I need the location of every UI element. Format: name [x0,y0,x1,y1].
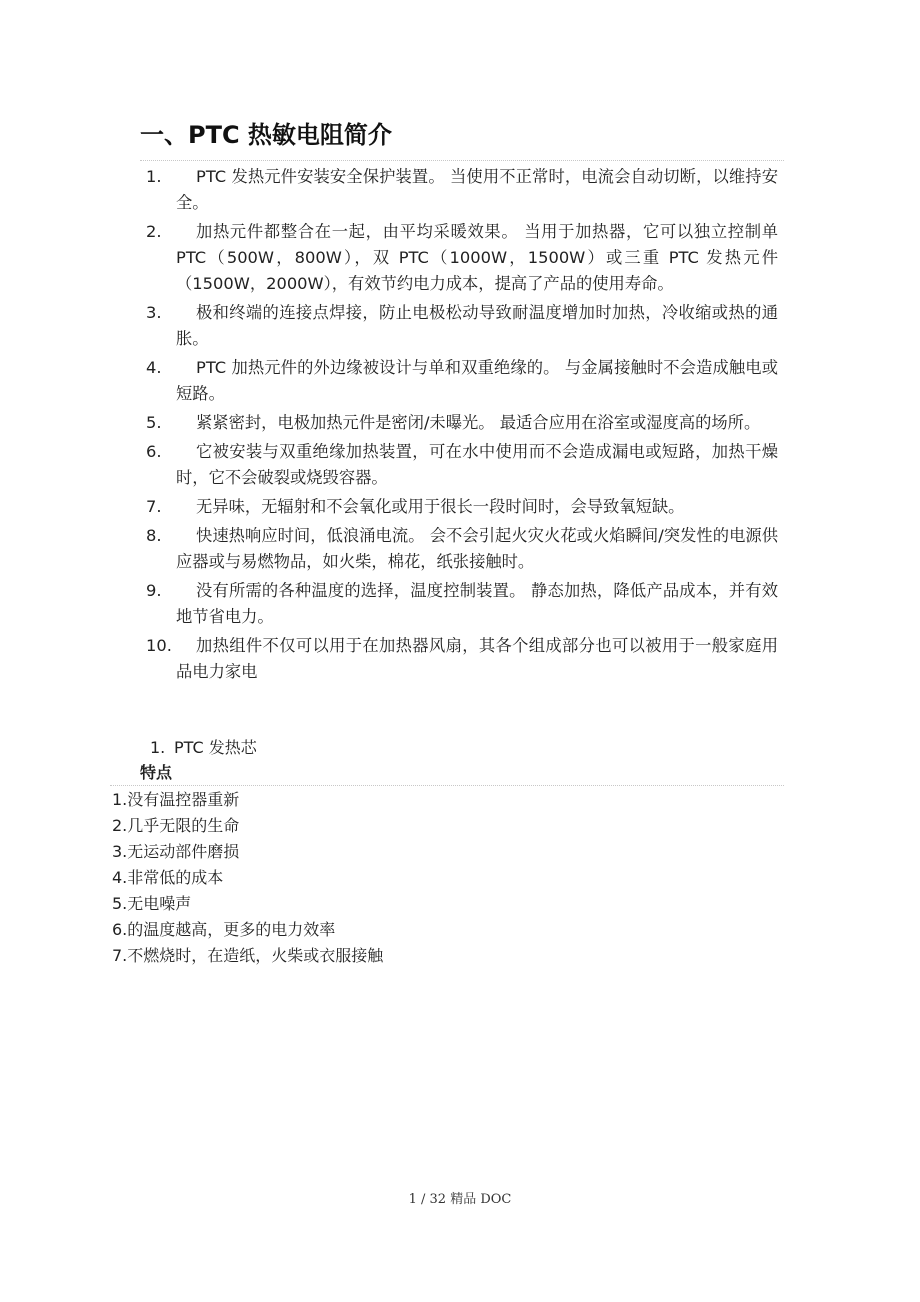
list-item-text: 加热元件都整合在一起，由平均采暖效果。 当用于加热器，它可以独立控制单 PTC（500W，800W），双 PTC（1000W，1500W）或三重 PTC 发热元件（1500W，2000W），有效节约电力成本，提高了产品的使用寿命。 [176,222,778,293]
feature-item: 7.不燃烧时，在造纸，火柴或衣服接触 [112,946,384,965]
feature-item: 6.的温度越高，更多的电力效率 [112,920,336,939]
feature-item: 3.无运动部件磨损 [112,842,240,861]
list-item-number: 8. [146,526,162,545]
subsection-number: 1. [150,738,166,757]
list-item-text: PTC 发热元件安装安全保护装置。 当使用不正常时，电流会自动切断，以维持安全。 [176,167,778,212]
list-item [146,355,778,407]
features-list [112,787,383,969]
list-item [146,164,778,216]
list-item [146,633,778,685]
list-item-text: 加热组件不仅可以用于在加热器风扇，其各个组成部分也可以被用于一般家庭用品电力家电 [176,636,778,681]
list-item-number: 4. [146,358,162,377]
list-item-number: 5. [146,413,162,432]
list-item [146,523,778,575]
list-item [146,300,778,352]
list-item-number: 6. [146,442,162,461]
ptc-intro-list [146,164,778,688]
section-heading: 一、PTC 热敏电阻简介 [140,121,392,149]
list-item-text: 它被安装与双重绝缘加热装置，可在水中使用而不会造成漏电或短路，加热干燥时，它不会破裂或烧毁容器。 [176,442,778,487]
feature-item: 1.没有温控器重新 [112,790,240,809]
page-footer: 1 / 32 精品 DOC [408,1192,512,1207]
list-item-text: 快速热响应时间，低浪涌电流。 会不会引起火灾火花或火焰瞬间/突发性的电源供应器或与易燃物品，如火柴，棉花，纸张接触时。 [176,526,778,571]
feature-item: 5.无电噪声 [112,894,192,913]
features-title: 特点 [140,763,173,782]
feature-item: 4.非常低的成本 [112,868,224,887]
list-item-text: 没有所需的各种温度的选择，温度控制装置。 静态加热，降低产品成本，并有效地节省电力。 [176,581,778,626]
subsection-heading [150,735,257,761]
list-item-number: 9. [146,581,162,600]
list-item-number: 3. [146,303,162,322]
list-item-text: 无异味，无辐射和不会氧化或用于很长一段时间时，会导致氧短缺。 [196,497,685,516]
list-item-text: PTC 加热元件的外边缘被设计与单和双重绝缘的。 与金属接触时不会造成触电或短路。 [176,358,778,403]
list-item-number: 2. [146,222,162,241]
list-item-number: 10. [146,636,172,655]
list-item-number: 7. [146,497,162,516]
list-item-text: 紧紧密封，电极加热元件是密闭/未曝光。 最适合应用在浴室或湿度高的场所。 [196,413,761,432]
list-item-number: 1. [146,167,162,186]
list-item-text: 极和终端的连接点焊接，防止电极松动导致耐温度增加时加热，冷收缩或热的通胀。 [176,303,778,348]
feature-item: 2.几乎无限的生命 [112,816,240,835]
heading-divider [140,160,784,161]
list-item [146,219,778,297]
features-divider [110,785,784,786]
list-item [146,439,778,491]
list-item [146,578,778,630]
list-item [146,494,778,520]
subsection-text: PTC 发热芯 [174,738,257,757]
list-item [146,410,778,436]
